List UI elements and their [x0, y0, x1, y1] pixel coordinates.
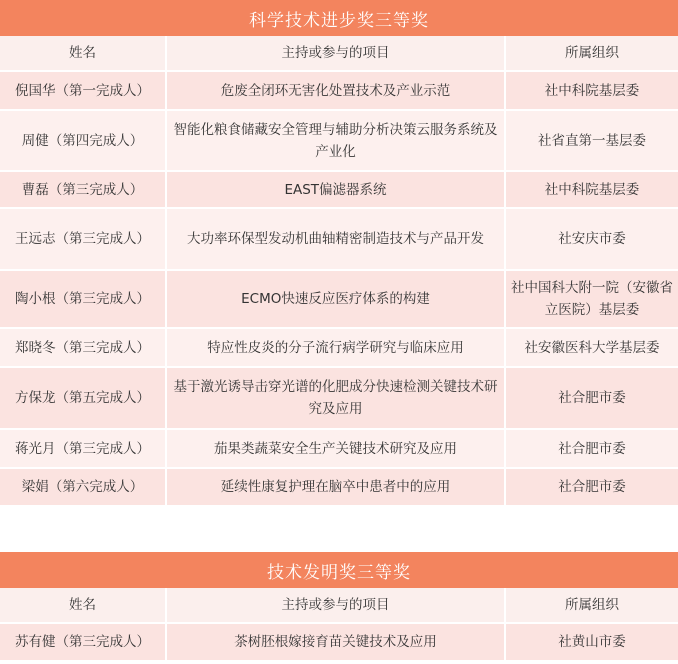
table-header-row [0, 36, 678, 72]
cell-project: 危废全闭环无害化处置技术及产业示范 [165, 72, 504, 111]
section-tech-invention [0, 552, 678, 662]
awards-table [0, 588, 678, 662]
table-row [0, 271, 678, 329]
cell-project: 特应性皮炎的分子流行病学研究与临床应用 [165, 329, 504, 368]
section-title: 技术发明奖三等奖 [0, 552, 678, 588]
cell-project: 大功率环保型发动机曲轴精密制造技术与产品开发 [165, 209, 504, 271]
cell-project: 茶树胚根嫁接育苗关键技术及应用 [165, 624, 504, 662]
table-row [0, 209, 678, 271]
table-row [0, 72, 678, 111]
table-row [0, 469, 678, 507]
table-row [0, 430, 678, 469]
cell-name: 曹磊（第三完成人） [0, 172, 165, 209]
awards-table [0, 36, 678, 507]
cell-organization: 社中国科大附一院（安徽省立医院）基层委 [504, 271, 678, 329]
table-row [0, 329, 678, 368]
header-project: 主持或参与的项目 [165, 588, 504, 624]
header-project: 主持或参与的项目 [165, 36, 504, 72]
table-row [0, 624, 678, 662]
cell-name: 郑晓冬（第三完成人） [0, 329, 165, 368]
cell-organization: 社中科院基层委 [504, 72, 678, 111]
cell-name: 梁娟（第六完成人） [0, 469, 165, 507]
cell-organization: 社中科院基层委 [504, 172, 678, 209]
table-row [0, 172, 678, 209]
cell-project: 延续性康复护理在脑卒中患者中的应用 [165, 469, 504, 507]
cell-name: 蒋光月（第三完成人） [0, 430, 165, 469]
cell-name: 陶小根（第三完成人） [0, 271, 165, 329]
table-row [0, 368, 678, 430]
cell-name: 方保龙（第五完成人） [0, 368, 165, 430]
cell-organization: 社安徽医科大学基层委 [504, 329, 678, 368]
cell-project: EAST偏滤器系统 [165, 172, 504, 209]
cell-project: 智能化粮食储藏安全管理与辅助分析决策云服务系统及产业化 [165, 111, 504, 172]
cell-project: 基于激光诱导击穿光谱的化肥成分快速检测关键技术研究及应用 [165, 368, 504, 430]
cell-name: 周健（第四完成人） [0, 111, 165, 172]
cell-organization: 社黄山市委 [504, 624, 678, 662]
cell-organization: 社合肥市委 [504, 469, 678, 507]
cell-organization: 社省直第一基层委 [504, 111, 678, 172]
header-organization: 所属组织 [504, 36, 678, 72]
cell-project: ECMO快速反应医疗体系的构建 [165, 271, 504, 329]
header-name: 姓名 [0, 36, 165, 72]
table-row [0, 111, 678, 172]
header-name: 姓名 [0, 588, 165, 624]
cell-organization: 社合肥市委 [504, 368, 678, 430]
header-organization: 所属组织 [504, 588, 678, 624]
cell-name: 倪国华（第一完成人） [0, 72, 165, 111]
cell-project: 茄果类蔬菜安全生产关键技术研究及应用 [165, 430, 504, 469]
cell-name: 苏有健（第三完成人） [0, 624, 165, 662]
cell-organization: 社合肥市委 [504, 430, 678, 469]
section-title: 科学技术进步奖三等奖 [0, 0, 678, 36]
cell-name: 王远志（第三完成人） [0, 209, 165, 271]
table-header-row [0, 588, 678, 624]
cell-organization: 社安庆市委 [504, 209, 678, 271]
